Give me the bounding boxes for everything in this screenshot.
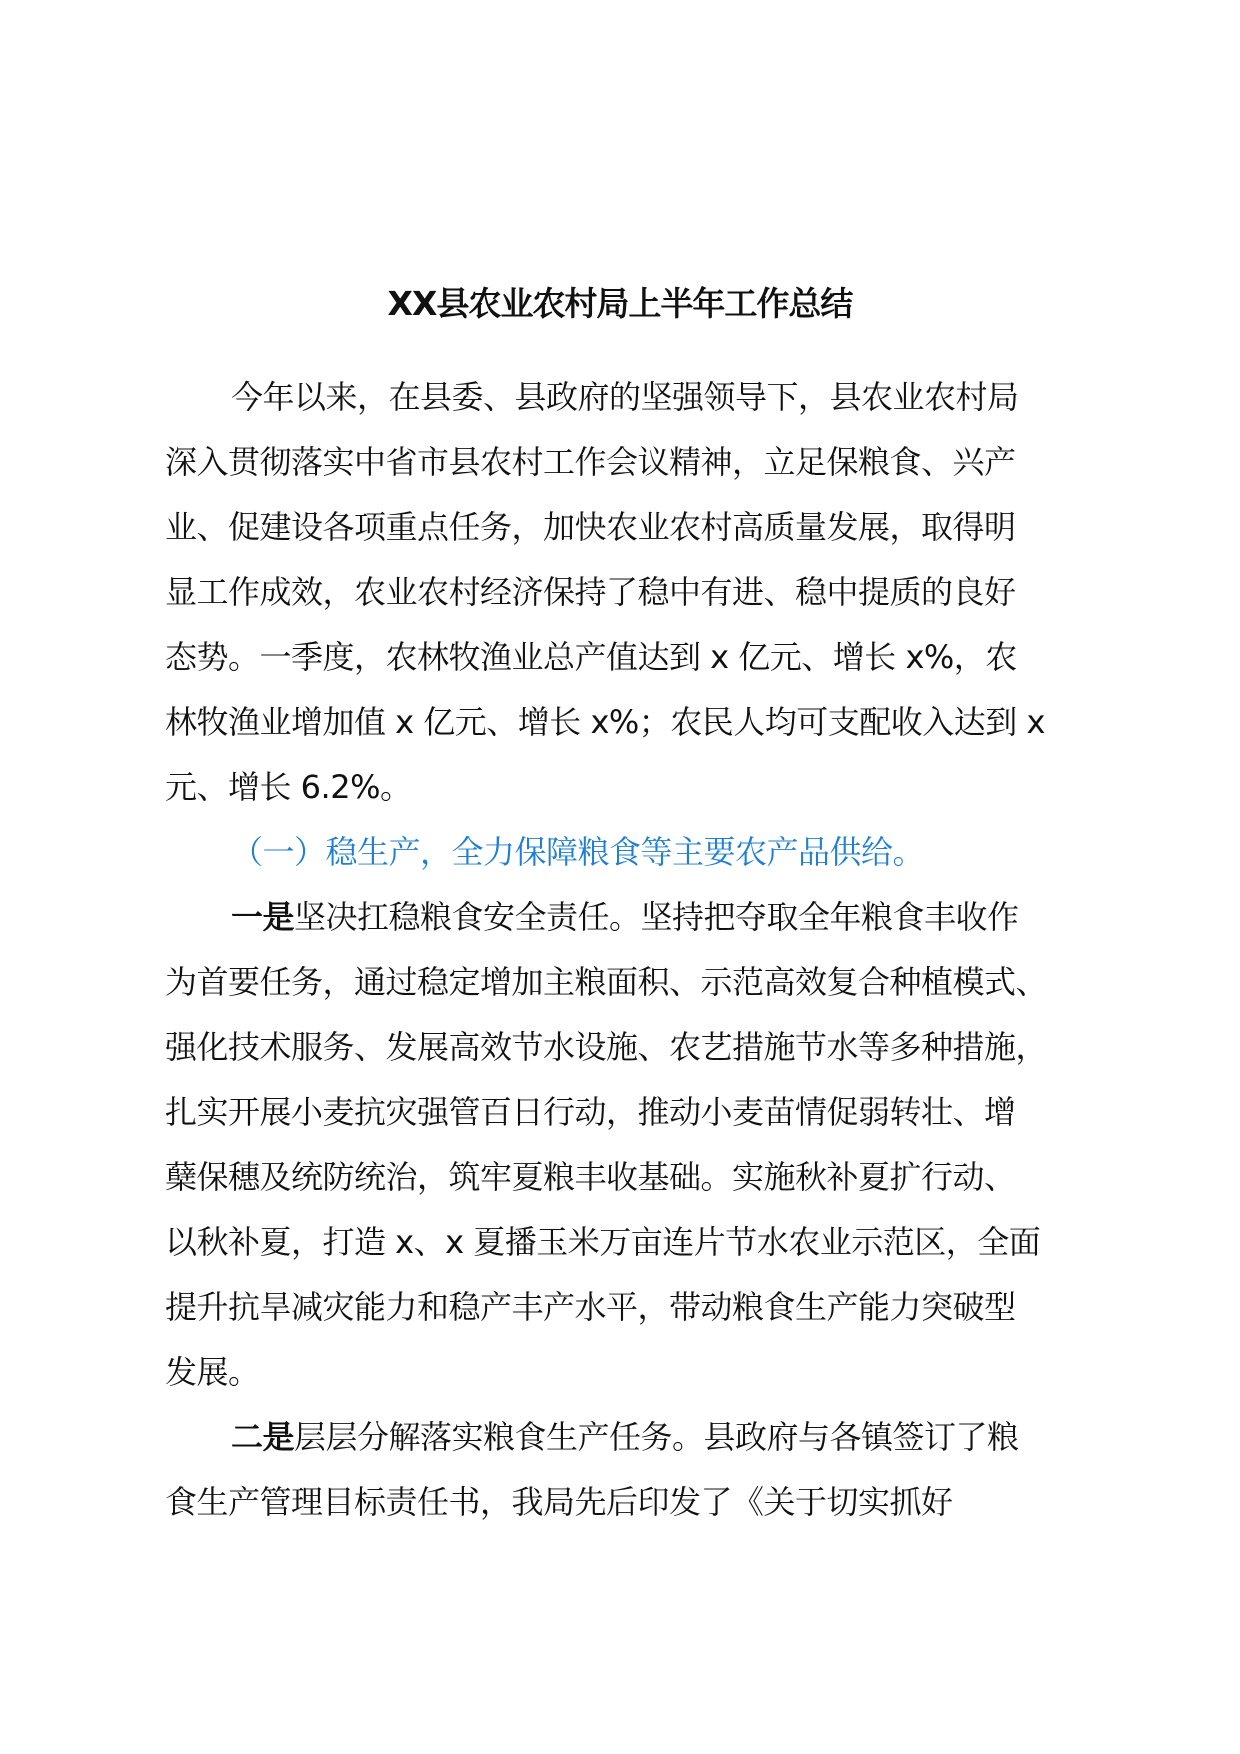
text-line: 以秋补夏，打造 x、x 夏播玉米万亩连片节水农业示范区，全面	[165, 1223, 1041, 1261]
text-line: 林牧渔业增加值 x 亿元、增长 x%；农民人均可支配收入达到 x	[165, 703, 1045, 741]
text-line: 为首要任务，通过稳定增加主粮面积、示范高效复合种植模式、	[165, 963, 1048, 1001]
text-line: 态势。一季度，农林牧渔业总产值达到 x 亿元、增长 x%，农	[165, 638, 1017, 676]
point-lead: 二是	[231, 1418, 295, 1456]
document-body	[165, 372, 1105, 1542]
text-line: 扎实开展小麦抗灾强管百日行动，推动小麦苗情促弱转壮、增	[165, 1093, 1016, 1131]
text-line: 元、增长 6.2%。	[165, 768, 412, 806]
text-line: 食生产管理目标责任书，我局先后印发了《关于切实抓好	[165, 1483, 953, 1521]
point-lead: 一是	[231, 898, 295, 936]
point-text: 坚决扛稳粮食安全责任。坚持把夺取全年粮食丰收作	[294, 898, 1019, 936]
text-line: 今年以来，在县委、县政府的坚强领导下，县农业农村局	[231, 378, 1019, 416]
text-line: 发展。	[165, 1353, 260, 1391]
text-line: 深入贯彻落实中省市县农村工作会议精神，立足保粮食、兴产	[165, 443, 1016, 481]
text-line: 显工作成效，农业农村经济保持了稳中有进、稳中提质的良好	[165, 573, 1016, 611]
text-line: 蘖保穗及统防统治，筑牢夏粮丰收基础。实施秋补夏扩行动、	[165, 1158, 1016, 1196]
section-heading: （一）稳生产，全力保障粮食等主要农产品供给。	[231, 833, 925, 871]
text-line	[165, 1412, 1105, 1477]
text-line	[165, 892, 1105, 957]
text-line: 强化技术服务、发展高效节水设施、农艺措施节水等多种措施，	[165, 1028, 1048, 1066]
document-title: XX县农业农村局上半年工作总结	[387, 284, 853, 323]
point-text: 层层分解落实粮食生产任务。县政府与各镇签订了粮	[294, 1418, 1019, 1456]
text-line: 提升抗旱减灾能力和稳产丰产水平，带动粮食生产能力突破型	[165, 1288, 1016, 1326]
text-line: 业、促建设各项重点任务，加快农业农村高质量发展，取得明	[165, 508, 1016, 546]
